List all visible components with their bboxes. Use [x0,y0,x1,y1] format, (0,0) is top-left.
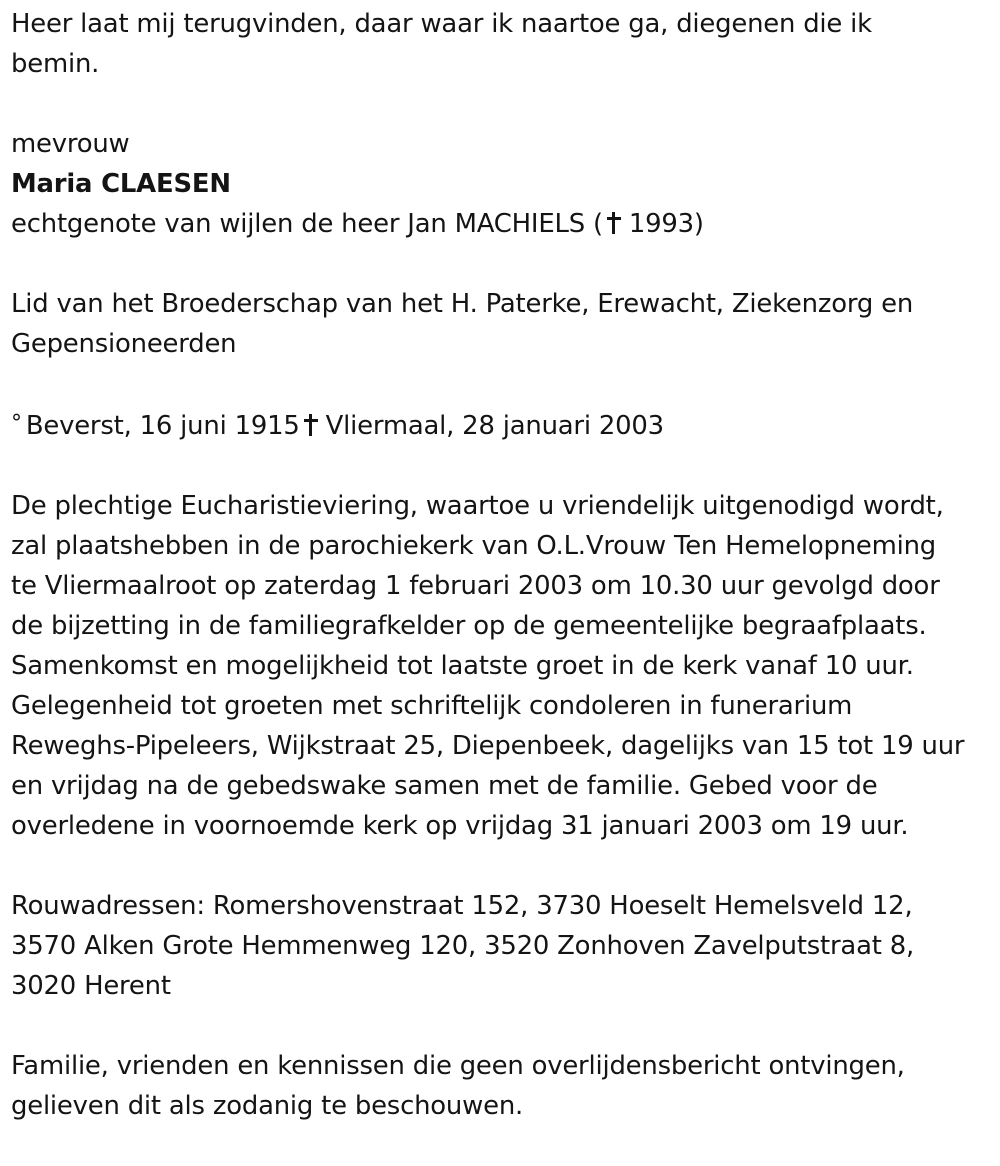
obituary-document [11,4,991,1166]
address-line: 3570 Alken Grote Hemmenweg 120, 3520 Zonhoven Zavelputstraat 8, [11,931,915,961]
intro-line: Heer laat mij terugvinden, daar waar ik naartoe ga, diegenen die ik [11,9,872,39]
closing-block [11,1046,991,1126]
deceased-block [11,124,991,244]
membership-block [11,284,991,364]
membership-line: Lid van het Broederschap van het H. Paterke, Erewacht, Ziekenzorg en [11,289,914,319]
deceased-name: Maria CLAESEN [11,169,231,199]
spouse-line [11,204,991,244]
dates-block [11,404,991,446]
honorific: mevrouw [11,129,130,159]
intro-line: bemin. [11,49,100,79]
spouse-text: echtgenote van wijlen de heer Jan MACHIELS ( [11,209,603,239]
ceremony-line: en vrijdag na de gebedswake samen met de familie. Gebed voor de [11,771,878,801]
ceremony-block [11,486,991,846]
closing-line: gelieven dit als zodanig te beschouwen. [11,1091,524,1121]
ceremony-line: Gelegenheid tot groeten met schriftelijk condoleren in funerarium [11,691,853,721]
intro-verse [11,4,991,84]
address-line: 3020 Herent [11,971,171,1001]
birth-date: Beverst, 16 juni 1915 [25,411,300,441]
membership-line: Gepensioneerden [11,329,237,359]
ceremony-line: te Vliermaalroot op zaterdag 1 februari 2003 om 10.30 uur gevolgd door [11,571,940,601]
birth-symbol: ° [11,411,22,436]
ceremony-line: overledene in voornoemde kerk op vrijdag 31 januari 2003 om 19 uur. [11,811,909,841]
ceremony-line: Samenkomst en mogelijkheid tot laatste groet in de kerk vanaf 10 uur. [11,651,914,681]
spouse-death-year: 1993 [628,209,694,239]
death-date: Vliermaal, 28 januari 2003 [325,411,664,441]
address-line: Rouwadressen: Romershovenstraat 152, 3730 Hoeselt Hemelsveld 12, [11,891,913,921]
dates-line [11,404,991,446]
cross-icon [304,414,318,436]
ceremony-line: de bijzetting in de familiegrafkelder op de gemeentelijke begraafplaats. [11,611,927,641]
ceremony-line: zal plaatshebben in de parochiekerk van O.L.Vrouw Ten Hemelopneming [11,531,937,561]
addresses-block [11,886,991,1006]
spouse-suffix: ) [693,209,704,239]
closing-line: Familie, vrienden en kennissen die geen overlijdensbericht ontvingen, [11,1051,905,1081]
ceremony-line: De plechtige Eucharistieviering, waartoe u vriendelijk uitgenodigd wordt, [11,491,944,521]
cross-icon [607,212,621,234]
ceremony-line: Reweghs-Pipeleers, Wijkstraat 25, Diepenbeek, dagelijks van 15 tot 19 uur [11,731,965,761]
